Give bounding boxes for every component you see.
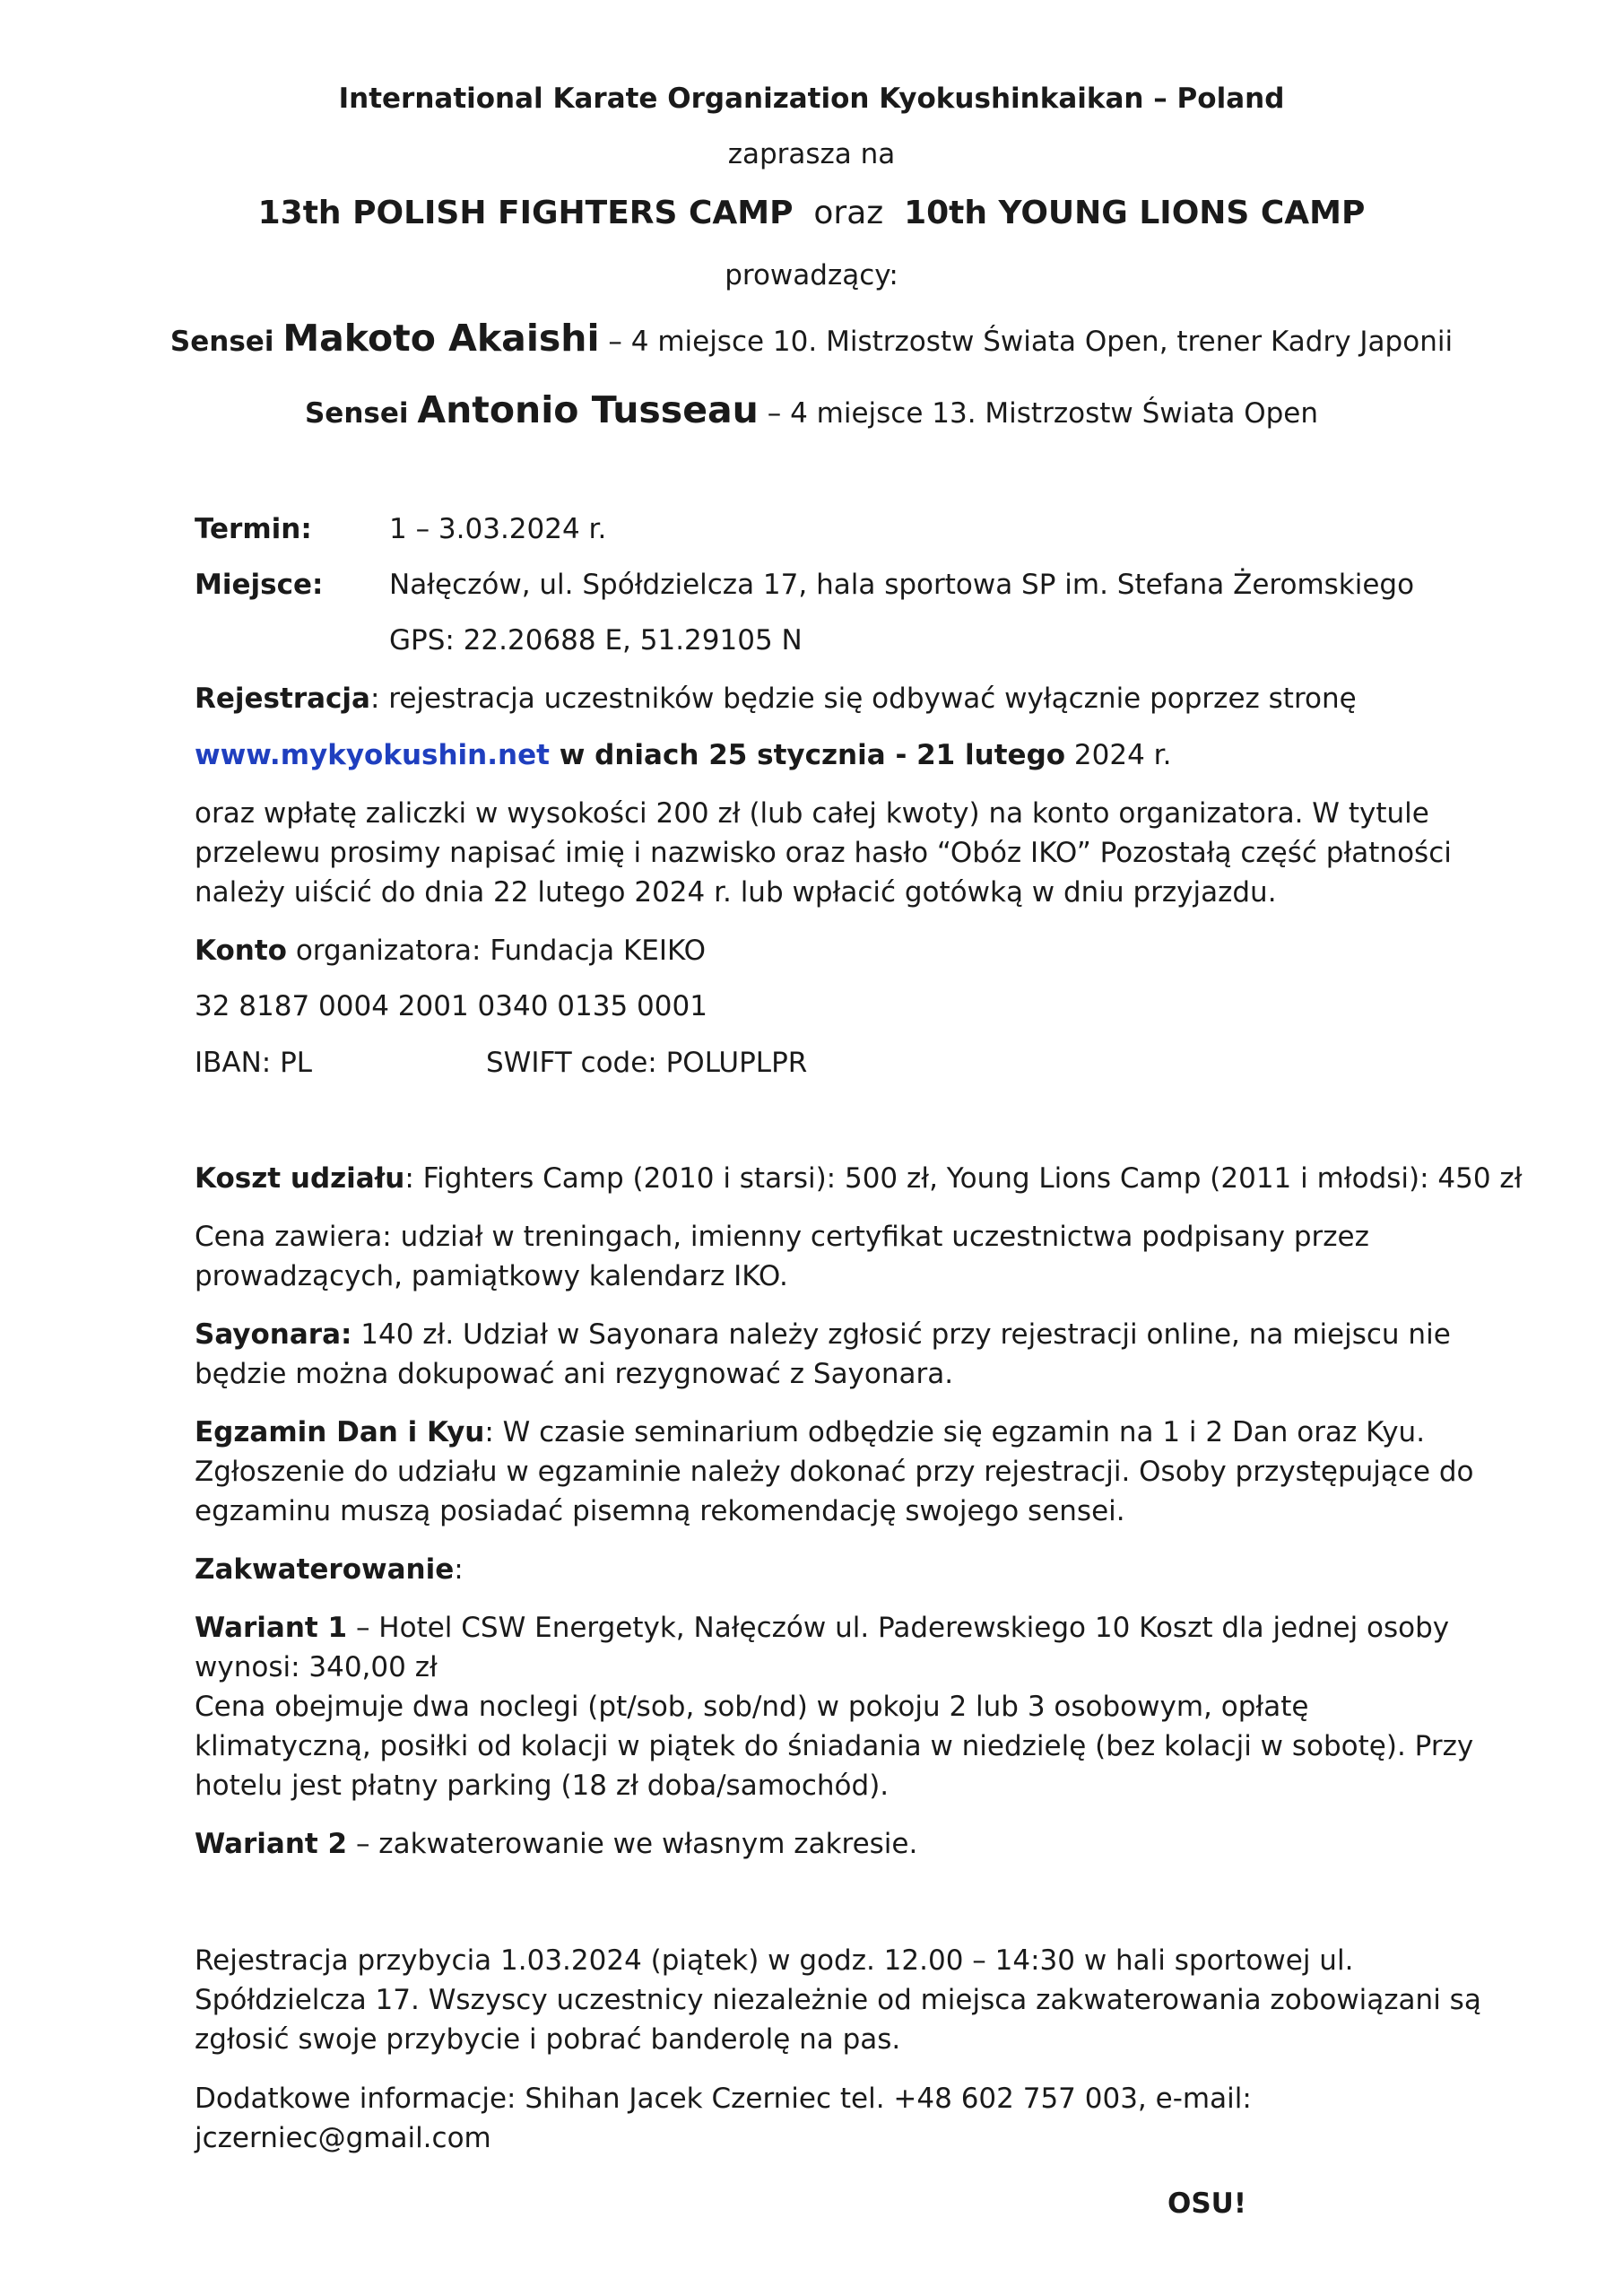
closing-text: OSU!	[1167, 2187, 1246, 2220]
variant-2-label: Wariant 2	[195, 1828, 348, 1860]
instructor-line-1	[0, 318, 1623, 362]
website-link[interactable]: www.mykyokushin.net	[195, 739, 550, 771]
instructor-1-desc: – 4 miejsce 10. Mistrzostw Świata Open, trener Kadry Japonii	[599, 326, 1454, 358]
contact-line-1: Dodatkowe informacje: Shihan Jacek Czerniec tel. +48 602 757 003, e-mail:	[195, 2083, 1252, 2115]
instructor-2-desc: – 4 miejsce 13. Mistrzostw Świata Open	[758, 397, 1319, 430]
camp2-title: 10th YOUNG LIONS CAMP	[904, 195, 1366, 231]
account-label: Konto	[195, 935, 287, 967]
variant-1-line-4: klimatyczną, posiłki od kolacji w piątek do śniadania w niedzielę (bez kolacji w sobotę). Przy	[195, 1730, 1474, 1762]
registration-label: Rejestracja	[195, 683, 370, 715]
cost-label: Koszt udziału	[195, 1162, 405, 1195]
exam-text-1: : W czasie seminarium odbędzie się egzamin na 1 i 2 Dan oraz Kyu.	[484, 1416, 1426, 1448]
exam-line-3: egzaminu muszą posiadać pisemną rekomendację swojego sensei.	[195, 1495, 1125, 1527]
account-text: organizatora: Fundacja KEIKO	[286, 935, 707, 967]
contact-email[interactable]: jczerniec@gmail.com	[195, 2122, 491, 2154]
arrival-line-2: Spółdzielcza 17. Wszyscy uczestnicy niezależnie od miejsca zakwaterowania zobowiązani są	[195, 1984, 1481, 2016]
registration-text: : rejestracja uczestników będzie się odbywać wyłącznie poprzez stronę	[369, 683, 1357, 715]
accommodation-label: Zakwaterowanie	[195, 1553, 455, 1586]
sayonara-label: Sayonara:	[195, 1318, 352, 1351]
termin-value: 1 – 3.03.2024 r.	[389, 513, 607, 545]
variant-2-line	[195, 1824, 917, 1865]
cost-text: : Fighters Camp (2010 i starsi): 500 zł, Young Lions Camp (2011 i młodsi): 450 zł	[404, 1162, 1523, 1195]
variant-1-line-2: wynosi: 340,00 zł	[195, 1651, 438, 1683]
instructor-line-2	[0, 390, 1623, 434]
invites-text: zaprasza na	[727, 138, 896, 170]
accommodation-heading	[195, 1550, 464, 1590]
instructor-2-title: Sensei	[304, 397, 409, 430]
variant-1-text: – Hotel CSW Energetyk, Nałęczów ul. Paderewskiego 10 Koszt dla jednej osoby	[347, 1612, 1450, 1644]
led-by-text: prowadzący:	[725, 259, 898, 291]
account-line	[195, 931, 706, 971]
camp-title	[0, 193, 1623, 233]
payment-line-1: oraz wpłatę zaliczki w wysokości 200 zł (lub całej kwoty) na konto organizatora. W tytule	[195, 797, 1429, 830]
includes-line-2: prowadzących, pamiątkowy kalendarz IKO.	[195, 1260, 788, 1292]
instructor-2-name: Antonio Tusseau	[417, 388, 759, 431]
exam-label: Egzamin Dan i Kyu	[195, 1416, 485, 1448]
variant-1-label: Wariant 1	[195, 1612, 348, 1644]
exam-line-2: Zgłoszenie do udziału w egzaminie należy dokonać przy rejestracji. Osoby przystępujące do	[195, 1456, 1474, 1488]
instructor-1-title: Sensei	[169, 326, 274, 358]
variant-1-line-3: Cena obejmuje dwa noclegi (pt/sob, sob/nd) w pokoju 2 lub 3 osobowym, opłatę	[195, 1691, 1309, 1723]
instructor-1-name: Makoto Akaishi	[282, 317, 600, 360]
camp1-title: 13th POLISH FIGHTERS CAMP	[257, 195, 794, 231]
oraz-text: oraz	[813, 195, 884, 231]
org-heading: International Karate Organization Kyokushinkaikan – Poland	[338, 83, 1285, 115]
account-number: 32 8187 0004 2001 0340 0135 0001	[195, 990, 707, 1022]
iban-text: IBAN: PL	[195, 1047, 313, 1079]
arrival-line-3: zgłosić swoje przybycie i pobrać banderolę na pas.	[195, 2023, 901, 2056]
sayonara-line-2: będzie można dokupować ani rezygnować z Sayonara.	[195, 1358, 954, 1390]
variant-1-line	[195, 1608, 1449, 1648]
sayonara-text-1: 140 zł. Udział w Sayonara należy zgłosić przy rejestracji online, na miejscu nie	[352, 1318, 1451, 1351]
includes-line-1: Cena zawiera: udział w treningach, imienny certyfikat uczestnictwa podpisany przez	[195, 1221, 1369, 1253]
exam-line-1	[195, 1413, 1425, 1453]
miejsce-value: Nałęczów, ul. Spółdzielcza 17, hala sportowa SP im. Stefana Żeromskiego	[389, 569, 1415, 601]
variant-2-text: – zakwaterowanie we własnym zakresie.	[347, 1828, 918, 1860]
payment-line-2: przelewu prosimy napisać imię i nazwisko oraz hasło “Obóz IKO” Pozostałą część płatności	[195, 837, 1452, 869]
registration-year: 2024 r.	[1065, 739, 1172, 771]
cost-line	[195, 1159, 1523, 1199]
sayonara-line-1	[195, 1315, 1451, 1355]
miejsce-label: Miejsce:	[195, 569, 324, 601]
swift-text: SWIFT code: POLUPLPR	[486, 1047, 808, 1079]
gps-text: GPS: 22.20688 E, 51.29105 N	[389, 624, 803, 657]
payment-line-3: należy uiścić do dnia 22 lutego 2024 r. lub wpłacić gotówką w dniu przyjazdu.	[195, 876, 1277, 909]
registration-dates: w dniach 25 stycznia - 21 lutego	[549, 739, 1066, 771]
arrival-line-1: Rejestracja przybycia 1.03.2024 (piątek) w godz. 12.00 – 14:30 w hali sportowej ul.	[195, 1944, 1354, 1977]
registration-line	[195, 679, 1357, 719]
variant-1-line-5: hotelu jest płatny parking (18 zł doba/samochód).	[195, 1770, 890, 1802]
termin-label: Termin:	[195, 513, 312, 545]
accommodation-colon: :	[454, 1553, 464, 1586]
registration-website-line	[195, 735, 1171, 776]
